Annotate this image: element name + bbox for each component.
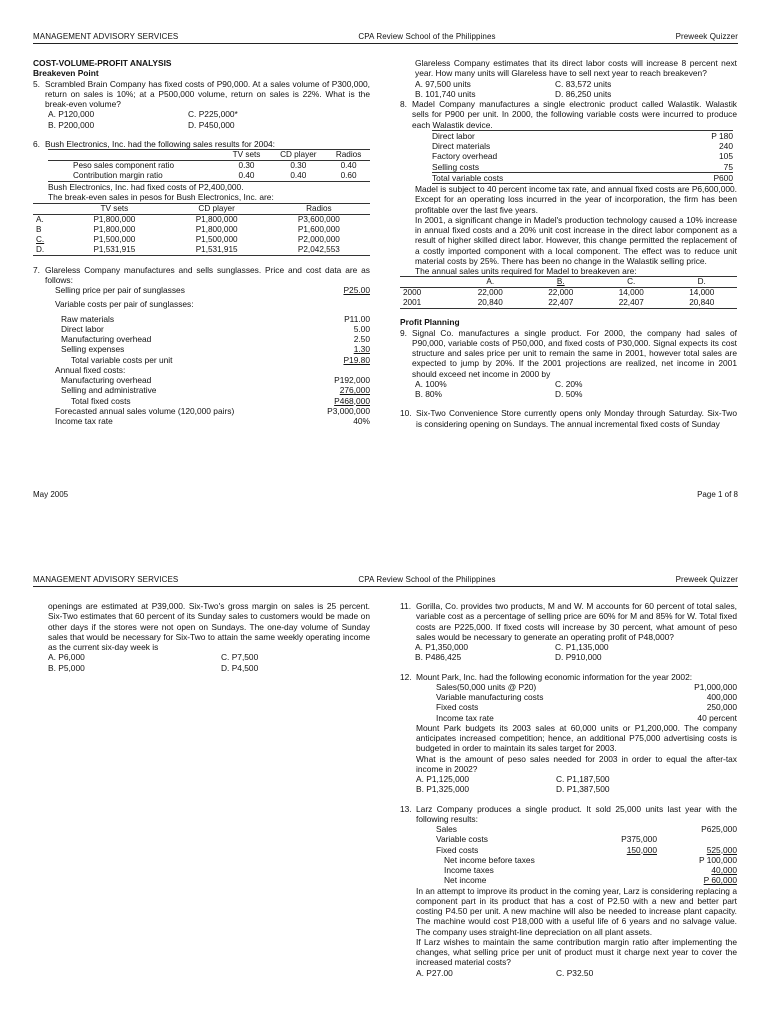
header-right: Preweek Quizzer [675,32,738,41]
page-header [33,575,738,587]
q7-options: A. 97,500 units C. 83,572 units B. 101,740 units D. 86,250 units [415,78,612,99]
header-right: Preweek Quizzer [675,575,738,584]
q10-continued: openings are estimated at P39,000. Six-Two's gross margin on sales is 25 percent. Six-Two estimates that 60 percent of its Sunday sales to customers would be made on other days if the stores were not open on Sundays. The one-day volume of Sunday sales that would be necessary for Six-Two to attain the same weekly operating income as the current six-day week is [48,601,370,652]
q10-options: A. P6,000 C. P7,500 B. P5,000 D. P4,500 [48,652,259,673]
page-header [33,32,738,44]
question-7: 7. Glareless Company manufactures and sells sunglasses. Price and cost data are as follows: [33,264,370,285]
header-left: MANAGEMENT ADVISORY SERVICES [33,32,179,41]
question-9: 9. Signal Co. manufactures a single product. For 2000, the company had sales of P90,000, variable costs of P50,000, and fixed costs of P30,000. Signal expects its cost structure and sales price per unit to remain the same in 2001, however total sales are expected to jump by 20%. If the 2001 projections are realized, net income in 2001 should exceed net income in 2000 by [400,327,737,379]
question-8: 8. Madel Company manufactures a single electronic product called Walastik. Walastik sells for P900 per unit. In 2000, the following variable costs were incurred to produce each Walastik device. [400,99,737,130]
q8-options-table: A. B. C. D. 2000 22,000 22,000 14,000 14,000 2001 20,840 22,407 22,407 20,840 [400,276,737,309]
question-10: 10. Six-Two Convenience Store currently opens only Monday through Saturday. Six-Two is considering opening on Sundays. The annual incremental fixed costs of Sunday [400,408,737,429]
section-title: COST-VOLUME-PROFIT ANALYSIS [33,58,172,68]
q11-options: A. P1,350,000 C. P1,135,000 B. P486,425 D. P910,000 [415,642,609,663]
page-footer [33,490,738,500]
q9-options: A. 100% C. 20% B. 80% D. 50% [415,378,583,399]
q8-costs: Direct labor P 180 Direct materials 240 Factory overhead 105 Selling costs 75 Total variable costs P600 [432,130,733,183]
footer-page-number: Page 1 of 8 [697,490,738,499]
subsection-title: Breakeven Point [33,68,99,79]
footer-date: May 2005 [33,490,69,499]
q6-table: TV sets CD player Radios Peso sales component ratio 0.30 0.30 0.40 Contribution margin ratio 0.40 0.40 0.60 [48,149,370,182]
q13-income-statement: Sales P625,000 Variable costs P375,000 Fixed costs 150,000 525,000 Net income before taxes P 100,000 Income taxes 40,000 Net income P 60,000 [436,824,737,886]
question-11: 11. Gorilla, Co. provides two products, M and W. M accounts for 60 percent of total sales, variable cost as a percentage of selling price are 60% for M and 85% for W. Total fixed costs are P225,000. If fixed costs will increase by 30 percent, what amount of peso sales would be necessary to generate an operating profit of P48,000? [400,601,737,642]
question-5: 5. Scrambled Brain Company has fixed costs of P90,000. At a sales volume of P300,000, return on sales is 10%; at a P500,000 volume, return on sales is 22%. What is the break-even volume? [33,78,370,109]
header-center: CPA Review School of the Philippines [358,575,496,584]
question-12: 12. Mount Park, Inc. had the following economic information for the year 2002: [400,671,693,682]
q6-question: The break-even sales in pesos for Bush Electronics, Inc. are: [48,192,274,203]
q8-text-3: In 2001, a significant change in Madel's production technology caused a 10% increase in annual fixed costs and a 20% unit cost increase in the direct labor component as a result of higher skilled direct labor. However, this change permitted the replacement of a costly imported component with a local component. The effect was to reduce unit material costs by 25%. There has been no change in the Walastik selling price. [415,214,737,266]
question-13: 13. Larz Company produces a single product. It sold 25,000 units last year with the following results: [400,803,737,824]
q13-options: A. P27.00 C. P32.50 [416,967,594,978]
header-left: MANAGEMENT ADVISORY SERVICES [33,575,179,584]
q12-text-2: Mount Park budgets its 2003 sales at 60,000 units or P1,200,000. The company anticipates increased competition; hence, an additional P75,000 advertising costs is budgeted in order to maintain its sales target for 2003. [416,722,737,754]
header-center: CPA Review School of the Philippines [358,32,496,41]
q7-continued: Glareless Company estimates that its direct labor costs will increase 8 percent next year. How many units will Glareless have to sell next year to reach breakeven? [415,58,737,79]
header-rule [33,43,738,44]
page2-right-column [400,601,737,978]
q8-text-2: Madel is subject to 40 percent income tax rate, and annual fixed costs are P6,600,000. Except for an operating loss incurred in the year of incorporation, the firm has been profitable over the last five years. [415,184,737,215]
q6-fixed-costs: Bush Electronics, Inc. had fixed costs of P2,400,000. [48,182,244,192]
header-rule [33,586,738,587]
page2-left-column [48,601,370,673]
subsection-profit-planning: Profit Planning [400,317,460,328]
q12-data: Sales(50,000 units @ P20) P1,000,000 Variable manufacturing costs 400,000 Fixed costs 250,000 Income tax rate 40 percent [436,681,737,723]
q8-text-4: The annual sales units required for Madel to breakeven are: [415,266,637,276]
q6-options-table: TV sets CD player Radios A. P1,800,000 P1,800,000 P3,600,000 B P1,800,000 P1,800,000 P1,600,000 C. P1,500,000 P1,500,000 P2,000,000 D. P1,531,915 P1,531,915 P2,042,553 [33,203,370,256]
q5-options: A. P120,000 C. P225,000* B. P200,000 D. P450,000 [48,109,238,130]
page-gap [0,505,768,565]
question-6: 6. Bush Electronics, Inc. had the following sales results for 2004: [33,138,275,149]
page-1 [0,0,768,505]
q13-text-3: If Larz wishes to maintain the same contribution margin ratio after implementing the changes, what selling price per unit of product must it charge next year to cover the increased material costs? [416,936,737,968]
q7-data: Selling price per pair of sunglasses P25.00 Variable costs per pair of sunglasses: Raw materials P11.00 Direct labor 5.00 Manufacturing overhead 2.50 Selling expenses 1.30 Total variable costs per unit P19.80 Annual fixed costs: Manufacturing overhead P192,000 Selling and administrative 276,000 Total fixed costs P468,000 Forecasted annual sales volume (120,000 pairs) P3,000,000 Income tax rate 40% [55,285,370,426]
page-2 [0,565,768,1024]
q12-text-3: What is the amount of peso sales needed for 2003 in order to equal the after-tax income in 2002? [416,753,737,774]
page1-left-column [33,58,370,426]
q13-text-2: In an attempt to improve its product in the coming year, Larz is considering replacing a component part in its product that has a cost of P2.50 with a new and better part costing P4.50 per unit. A new machine will also be needed to increase plant capacity. The machine would cost P18,000 with a useful life of 6 years and no salvage value. The company uses straight-line depreciation on all plant assets. [416,885,737,937]
q12-options: A. P1,125,000 C. P1,187,500 B. P1,325,000 D. P1,387,500 [416,774,610,795]
page1-right-column [400,58,737,429]
